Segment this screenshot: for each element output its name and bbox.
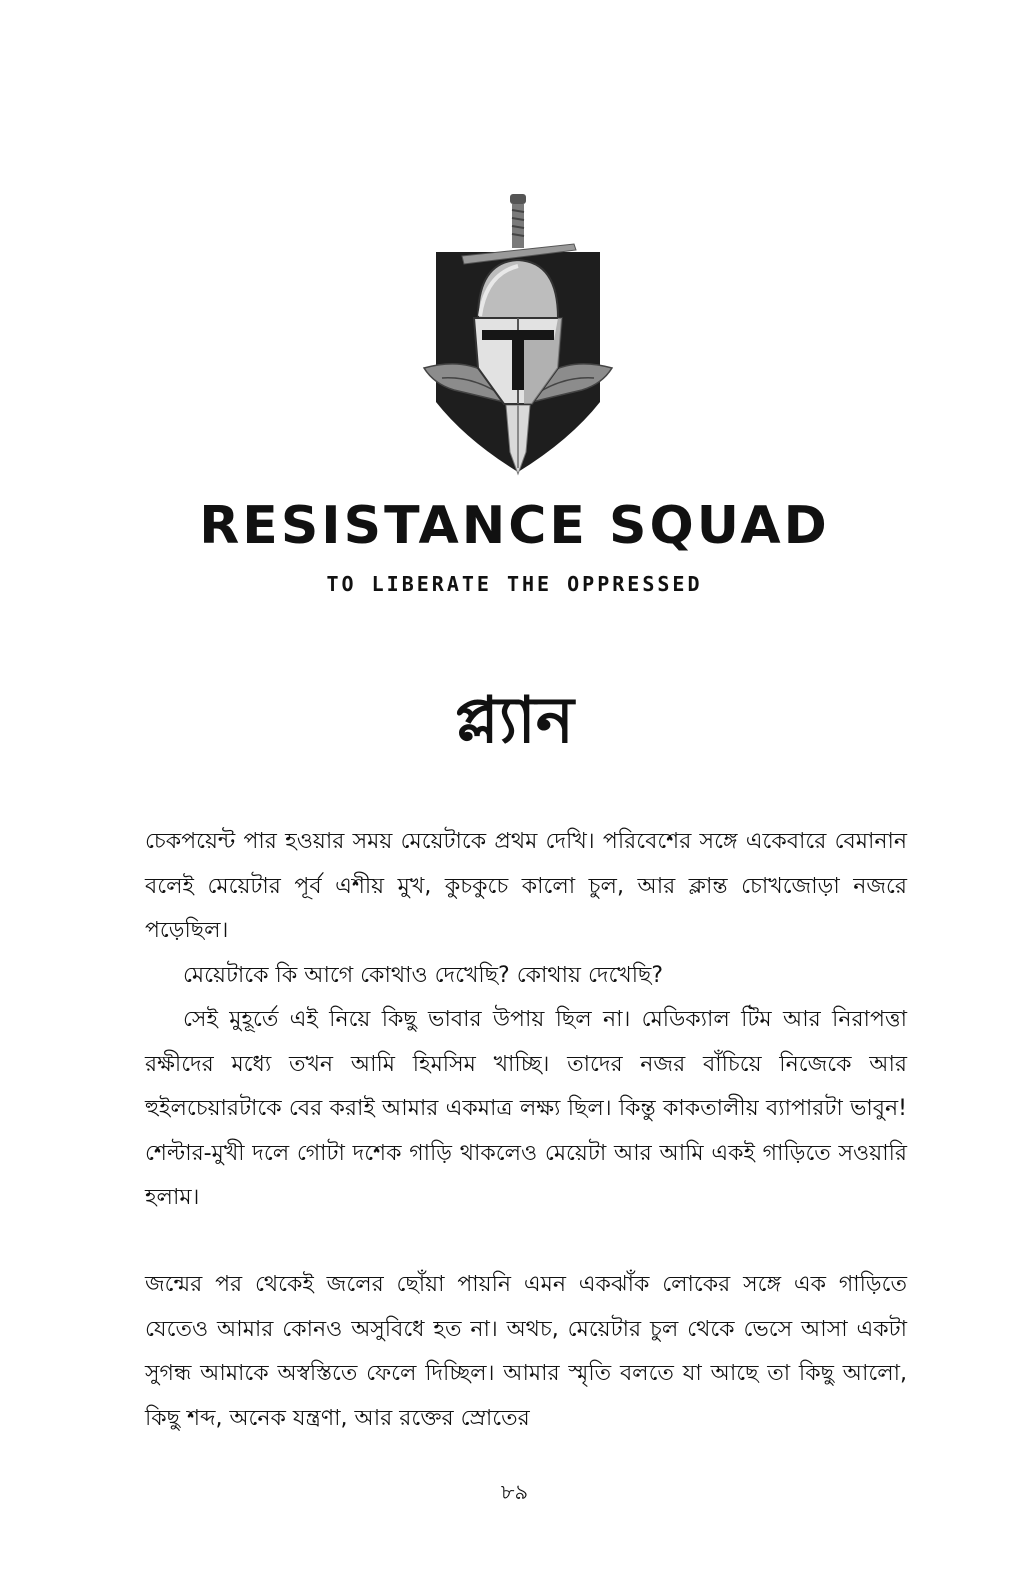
page-number: ৮৯: [500, 1480, 529, 1504]
knight-helmet-sword-shield-icon: [420, 190, 616, 480]
chapter-title: প্ল্যান: [454, 684, 574, 758]
paragraph: চেকপয়েন্ট পার হওয়ার সময় মেয়েটাকে প্রথম দেখি। পরিবেশের সঙ্গে একেবারে বেমানান বলেই মেয়েটার পূর্ব এশীয় মুখ, কুচকুচে কালো চুল, আর ক্লান্ত চোখজোড়া নজরে পড়েছিল।: [145, 829, 907, 943]
paragraph: জন্মের পর থেকেই জলের ছোঁয়া পায়নি এমন একঝাঁক লোকের সঙ্গে এক গাড়িতে যেতেও আমার কোনও অসুবিধে হত না। অথচ, মেয়েটার চুল থেকে ভেসে আসা একটা সুগন্ধ আমাকে অস্বস্তিতে ফেলে দিচ্ছিল। আমার স্মৃতি বলতে যা আছে তা কিছু আলো, কিছু শব্দ, অনেক যন্ত্রণা, আর রক্তের স্রোতের: [145, 1272, 907, 1431]
body-section-2: [145, 1263, 907, 1441]
brand-title: RESISTANCE SQUAD: [199, 496, 830, 556]
paragraph: মেয়েটাকে কি আগে কোথাও দেখেছি? কোথায় দেখেছি?: [183, 962, 664, 988]
paragraph: সেই মুহূর্তে এই নিয়ে কিছু ভাবার উপায় ছিল না। মেডিক্যাল টিম আর নিরাপত্তা রক্ষীদের মধ্যে তখন আমি হিমসিম খাচ্ছি। তাদের নজর বাঁচিয়ে নিজেকে আর হুইলচেয়ারটাকে বের করাই আমার একমাত্র লক্ষ্য ছিল। কিন্তু কাকতালীয় ব্যাপারটা ভাবুন! শেল্টার-মুখী দলে গোটা দশেক গাড়ি থাকলেও মেয়েটা আর আমি একই গাড়িতে সওয়ারি হলাম।: [145, 1007, 907, 1210]
brand-tagline: TO LIBERATE THE OPPRESSED: [326, 572, 703, 596]
body-section-1: [145, 820, 907, 1221]
